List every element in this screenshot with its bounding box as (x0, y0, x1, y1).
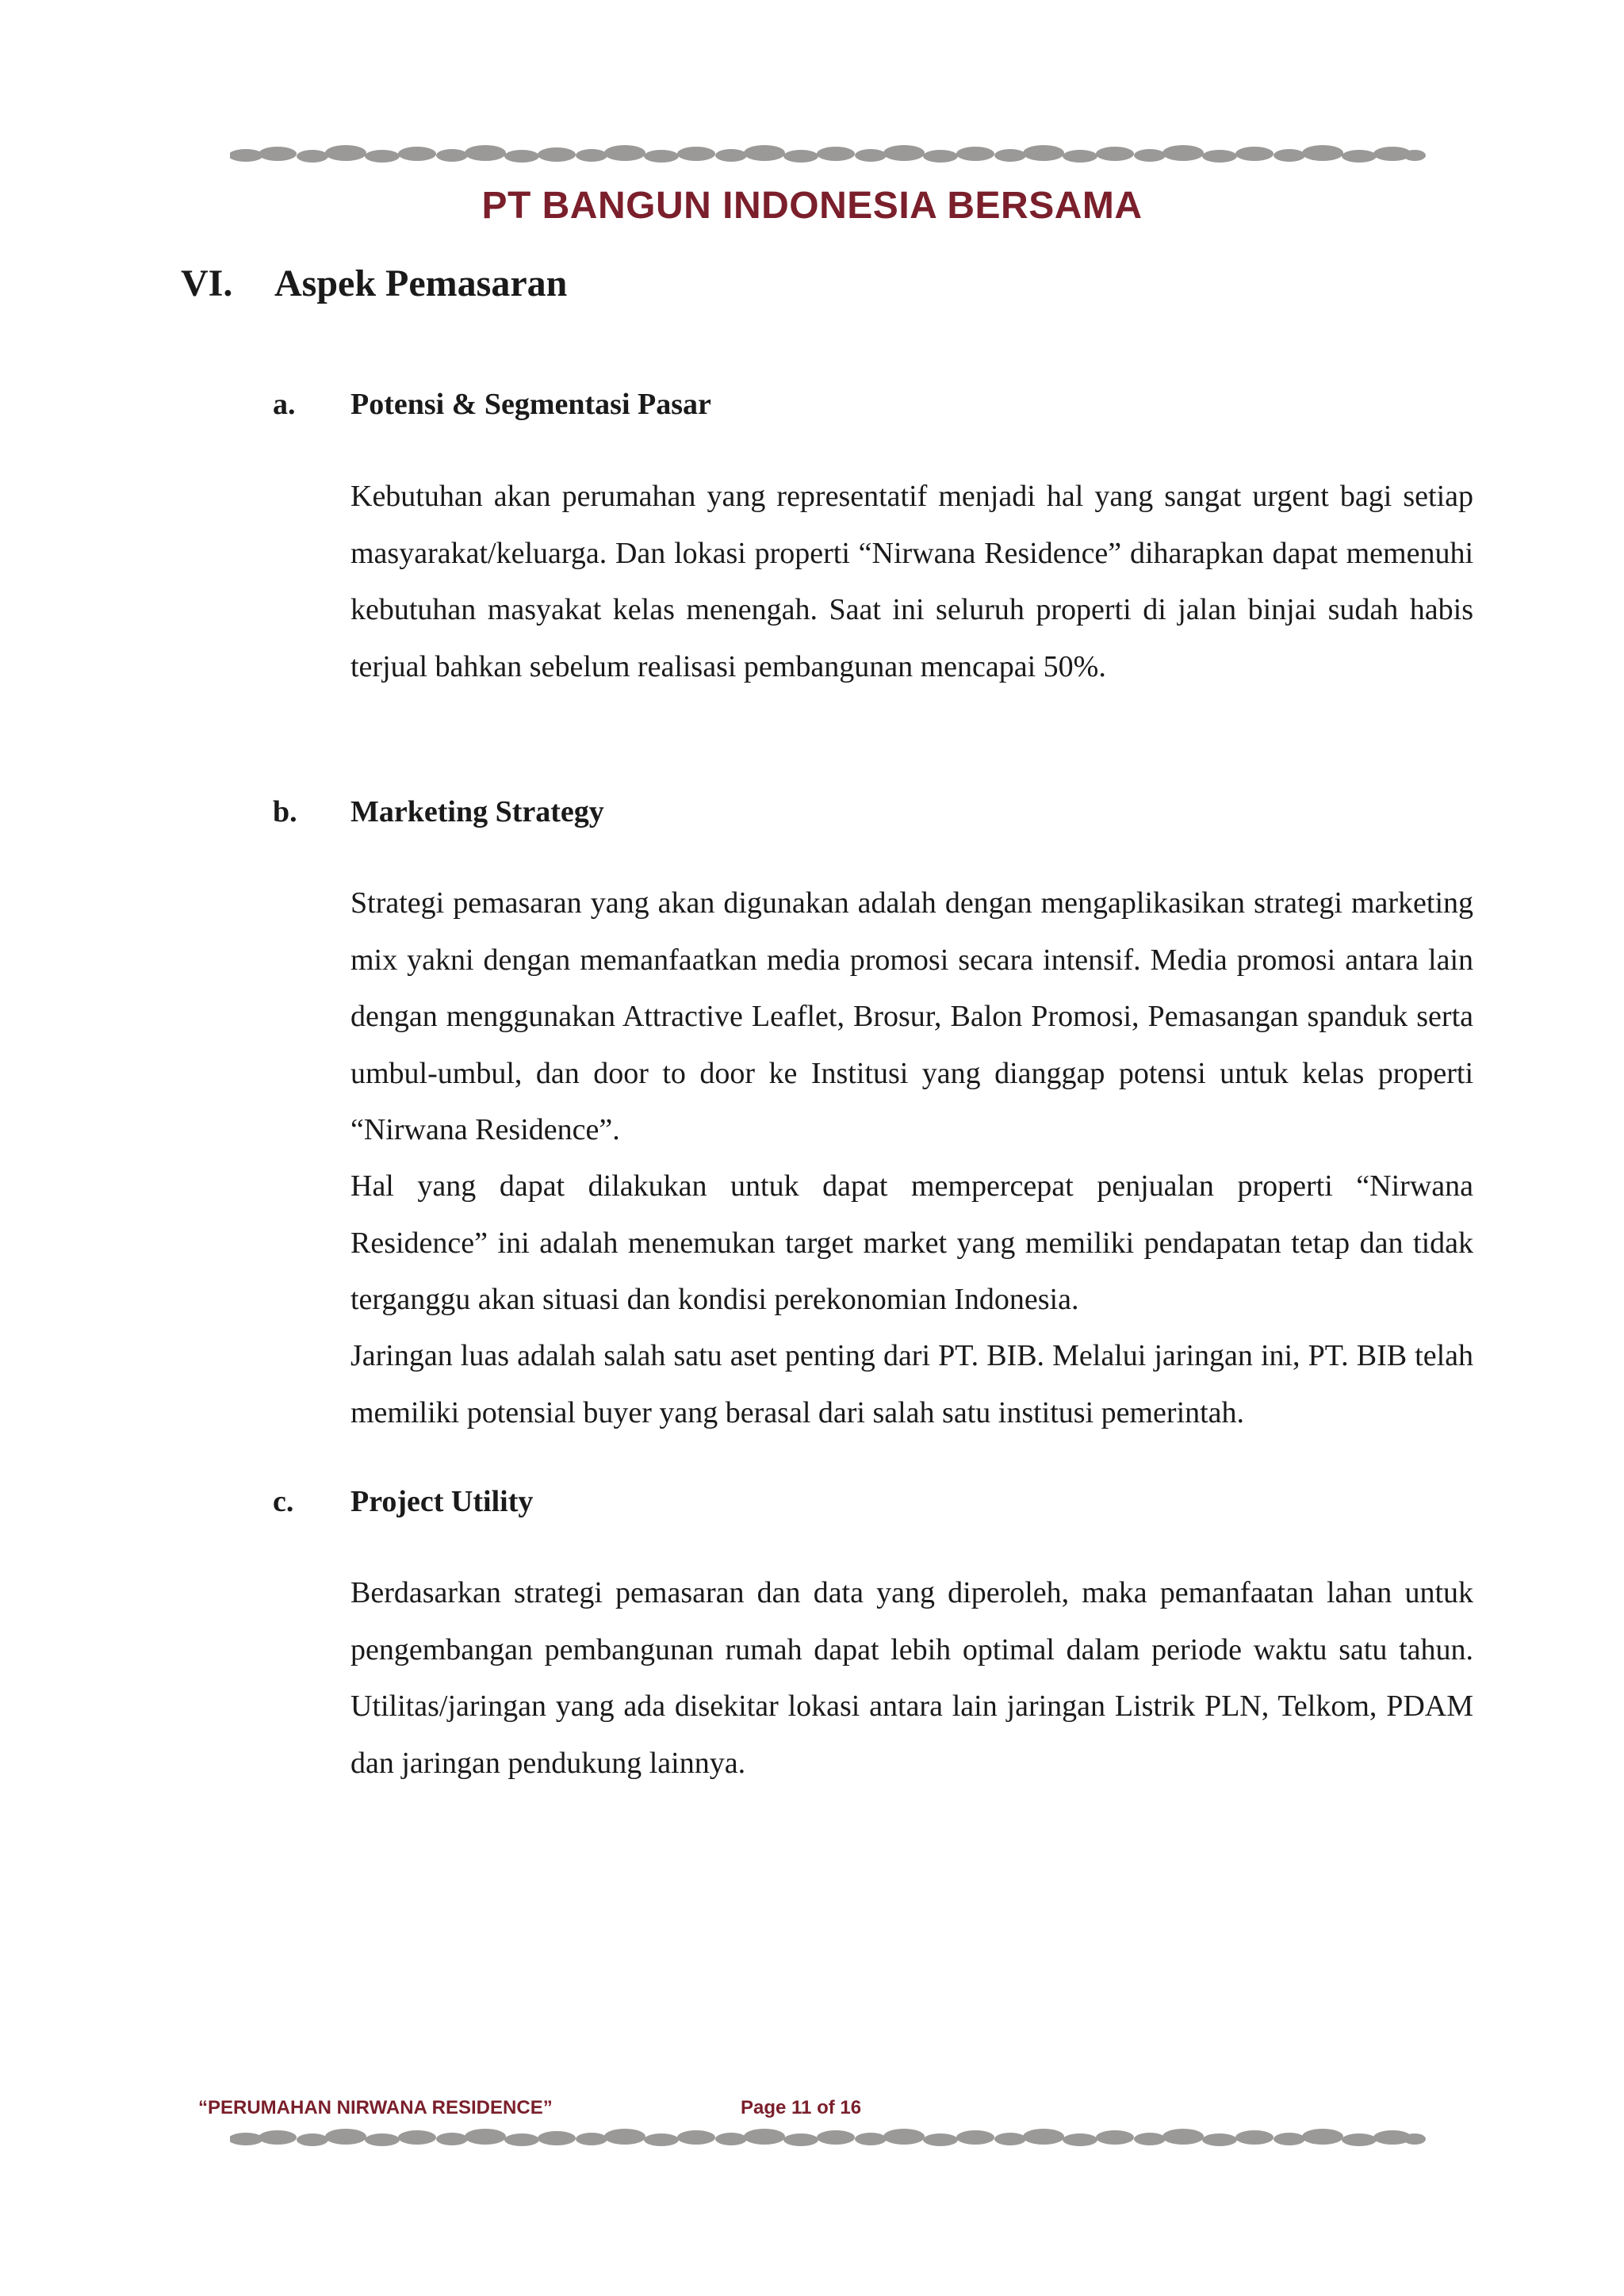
paragraph-marketing-strategy-1: Strategi pemasaran yang akan digunakan adalah dengan mengaplikasikan strategi marketing mix yakni dengan memanfaatkan media promosi secara intensif. Media promosi antara lain dengan menggunakan Attractive Leaflet, Brosur, Balon Promosi, Pemasangan spanduk serta umbul-umbul, dan door to door ke Institusi yang dianggap potensi untuk kelas properti “Nirwana Residence”. (350, 886, 1473, 1146)
paragraph-potensi-pasar: Kebutuhan akan perumahan yang representatif menjadi hal yang sangat urgent bagi setiap masyarakat/keluarga. Dan lokasi properti “Nirwana Residence” diharapkan dapat memenuhi kebutuhan masyakat kelas menengah. Saat ini seluruh properti di jalan binjai sudah habis terjual bahkan sebelum realisasi pembangunan mencapai 50%. (350, 480, 1473, 683)
subsection-letter: a. (273, 388, 296, 421)
paragraph-project-utility: Berdasarkan strategi pemasaran dan data yang diperoleh, maka pemanfaatan lahan untuk pengembangan pembangunan rumah dapat lebih optimal dalam periode waktu satu tahun. Utilitas/jaringan yang ada disekitar lokasi antara lain jaringan Listrik PLN, Telkom, PDAM dan jaringan pendukung lainnya. (350, 1576, 1473, 1780)
decorative-pebble-divider-bottom (230, 2123, 1427, 2155)
subsection-title: Project Utility (350, 1485, 534, 1518)
paragraph-marketing-strategy-2: Hal yang dapat dilakukan untuk dapat mempercepat penjualan properti “Nirwana Residence” ini adalah menemukan target market yang memiliki pendapatan tetap dan tidak terganggu akan situasi dan kondisi perekonomian Indonesia. (350, 1169, 1473, 1316)
subsection-heading-b (273, 794, 604, 829)
company-title: PT BANGUN INDONESIA BERSAMA (481, 185, 1143, 227)
paragraph-marketing-strategy-3: Jaringan luas adalah salah satu aset penting dari PT. BIB. Melalui jaringan ini, PT. BIB telah memiliki potensial buyer yang berasal dari salah satu institusi pemerintah. (350, 1339, 1473, 1429)
subsection-letter: c. (273, 1485, 294, 1518)
decorative-pebble-divider-top (230, 140, 1427, 171)
footer-page-number: Page 11 of 16 (741, 2097, 862, 2118)
subsection-heading-c (273, 1484, 533, 1519)
subsection-title: Marketing Strategy (350, 795, 604, 828)
footer-project-name: “PERUMAHAN NIRWANA RESIDENCE” (198, 2097, 553, 2118)
section-heading (181, 262, 567, 305)
section-number: VI. (181, 262, 233, 304)
subsection-title: Potensi & Segmentasi Pasar (350, 388, 711, 421)
section-title: Aspek Pemasaran (274, 262, 568, 304)
subsection-heading-a (273, 387, 711, 422)
subsection-letter: b. (273, 795, 297, 828)
